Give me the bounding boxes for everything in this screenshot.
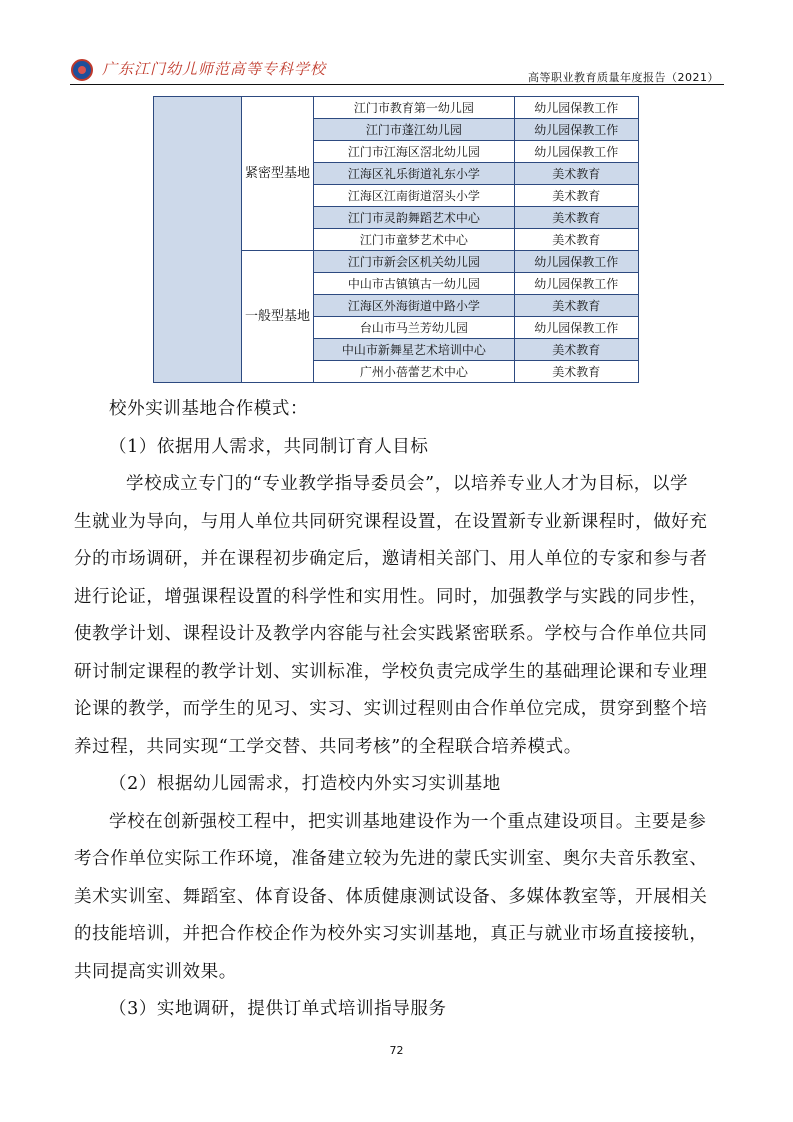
header-divider	[70, 84, 724, 85]
base-specialty: 美术教育	[514, 207, 639, 229]
base-name: 中山市新舞星艺术培训中心	[314, 339, 514, 361]
body-content	[74, 391, 724, 1029]
paragraph-line: 进行论证，增强课程设置的科学性和实用性。同时，加强教学与实践的同步性，	[74, 586, 708, 607]
base-name: 江门市蓬江幼儿园	[314, 119, 514, 141]
base-specialty: 幼儿园保教工作	[514, 317, 639, 339]
report-title: 高等职业教育质量年度报告（2021）	[528, 71, 719, 84]
base-specialty: 美术教育	[514, 163, 639, 185]
base-name: 江门市教育第一幼儿园	[314, 97, 514, 119]
paragraph-line: 学校在创新强校工程中，把实训基地建设作为一个重点建设项目。主要是参	[109, 811, 707, 832]
paragraph-line: 的技能培训，并把合作校企作为校外实习实训基地，真正与就业市场直接接轨，	[74, 924, 708, 944]
base-name: 江海区江南街道滘头小学	[314, 185, 514, 207]
section-heading-3: （3）实地调研，提供订单式培训指导服务	[109, 999, 447, 1019]
paragraph-line: 共同提高实训效果。	[74, 961, 237, 982]
paragraph-line: 考合作单位实际工作环境，准备建立较为先进的蒙氏实训室、奥尔夫音乐教室、	[74, 849, 708, 869]
paragraph-line: 美术实训室、舞蹈室、体育设备、体质健康测试设备、多媒体教室等，开展相关	[74, 886, 708, 907]
page-header	[0, 0, 793, 90]
practice-bases-table	[153, 96, 639, 383]
base-type-general: 一般型基地	[241, 251, 314, 383]
paragraph-line: 学校成立专门的“专业教学指导委员会”，以培养专业人才为目标，以学	[126, 474, 689, 494]
base-specialty: 美术教育	[514, 339, 639, 361]
base-name: 江海区礼乐街道礼东小学	[314, 163, 514, 185]
base-specialty: 幼儿园保教工作	[514, 119, 639, 141]
base-name: 江门市江海区滘北幼儿园	[314, 141, 514, 163]
table-row	[154, 97, 639, 119]
school-name: 广东江门幼儿师范高等专科学校	[102, 60, 327, 78]
base-name: 中山市古镇镇古一幼儿园	[314, 273, 514, 295]
base-name: 江门市童梦艺术中心	[314, 229, 514, 251]
paragraph-line: 论课的教学，而学生的见习、实习、实训过程则由合作单位完成，贯穿到整个培	[74, 699, 708, 719]
table-left-column	[154, 97, 242, 383]
page-number: 72	[389, 1044, 404, 1057]
base-specialty: 美术教育	[514, 361, 639, 383]
paragraph-line: 养过程，共同实现“工学交替、共同考核”的全程联合培养模式。	[74, 736, 582, 757]
paragraph-line: 生就业为导向，与用人单位共同研究课程设置，在设置新专业新课程时，做好充	[74, 511, 708, 532]
base-name: 广州小蓓蕾艺术中心	[314, 361, 514, 383]
paragraph-line: 研讨制定课程的教学计划、实训标准，学校负责完成学生的基础理论课和专业理	[74, 661, 708, 682]
base-name: 江海区外海街道中路小学	[314, 295, 514, 317]
base-type-close: 紧密型基地	[241, 97, 314, 251]
base-specialty: 幼儿园保教工作	[514, 97, 639, 119]
section-heading-2: （2）根据幼儿园需求，打造校内外实习实训基地	[109, 774, 501, 794]
school-logo-icon	[71, 59, 93, 81]
base-name: 台山市马兰芳幼儿园	[314, 317, 514, 339]
section-heading-1: （1）依据用人需求，共同制订育人目标	[109, 436, 429, 457]
base-specialty: 幼儿园保教工作	[514, 141, 639, 163]
base-specialty: 美术教育	[514, 185, 639, 207]
base-name: 江门市新会区机关幼儿园	[314, 251, 514, 273]
base-specialty: 幼儿园保教工作	[514, 251, 639, 273]
base-specialty: 美术教育	[514, 295, 639, 317]
base-specialty: 美术教育	[514, 229, 639, 251]
paragraph-line: 使教学计划、课程设计及教学内容能与社会实践紧密联系。学校与合作单位共同	[74, 624, 708, 644]
base-name: 江门市灵韵舞蹈艺术中心	[314, 207, 514, 229]
paragraph-line: 分的市场调研，并在课程初步确定后，邀请相关部门、用人单位的专家和参与者	[74, 549, 708, 569]
section-intro: 校外实训基地合作模式：	[109, 399, 309, 419]
base-specialty: 幼儿园保教工作	[514, 273, 639, 295]
